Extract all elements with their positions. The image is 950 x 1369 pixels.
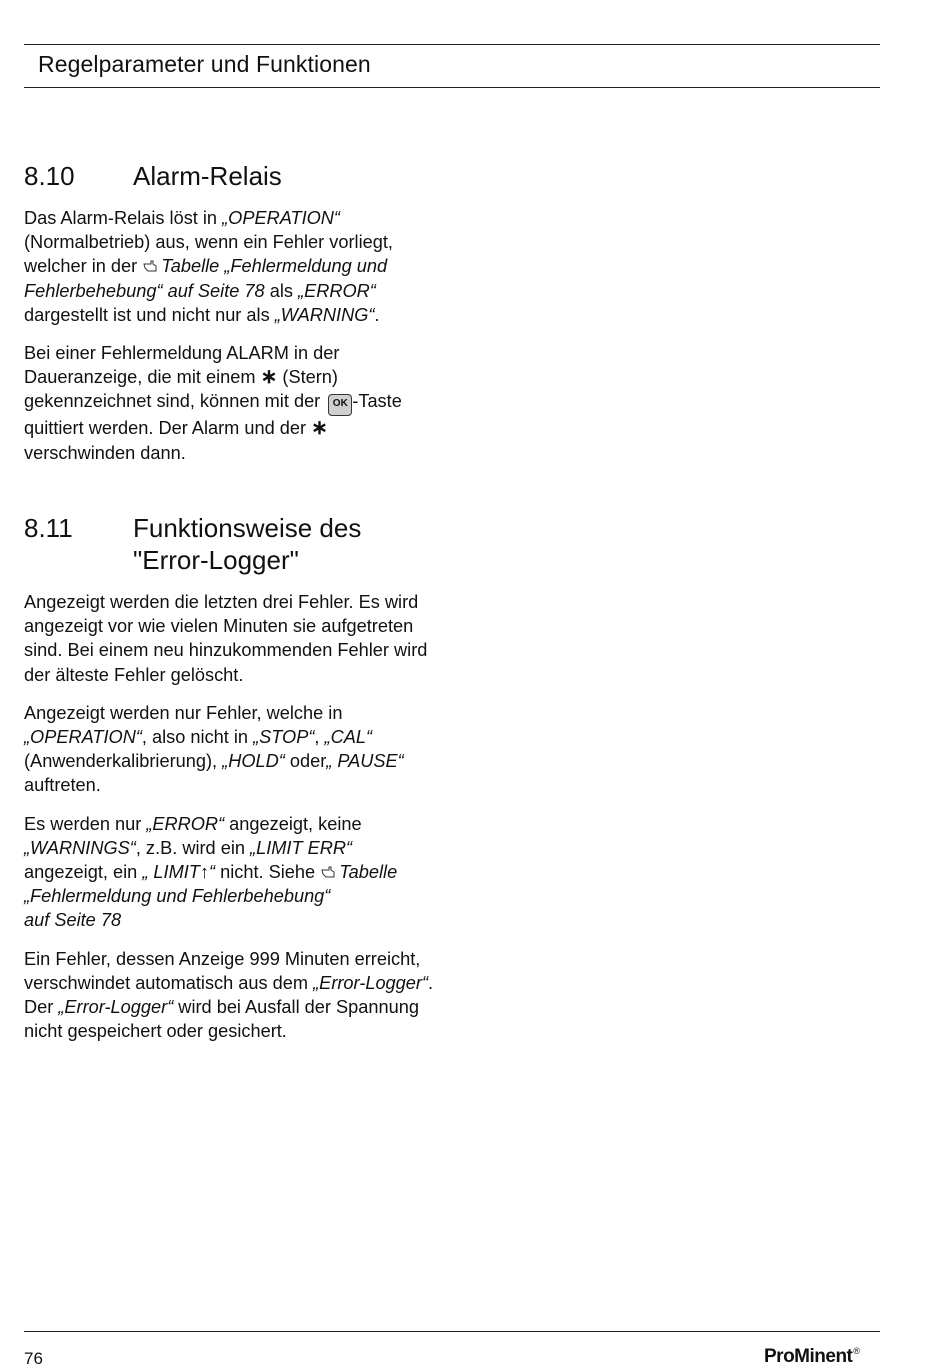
paragraph: Das Alarm-Relais löst in „OPERATION“ (Normalbetrieb) aus, wenn ein Fehler vorliegt, welcher in der Tabelle „Fehlermeldung und Fehlerbehebung“ auf Seite 78 als „ERROR“ dargestellt ist und nicht nur als „WARNING“.: [24, 208, 393, 325]
section-title: Funktionsweise des "Error-Logger": [133, 513, 362, 575]
table-reference-link[interactable]: Tabelle „Fehlermeldung und Fehlerbehebung“: [24, 862, 398, 907]
header-bottom-rule: [24, 87, 880, 88]
header-top-rule: [24, 44, 880, 45]
asterisk-icon: ∗: [260, 366, 278, 389]
section-number: 8.10: [24, 161, 75, 191]
footer-rule: [24, 1331, 880, 1332]
paragraph: Angezeigt werden nur Fehler, welche in „OPERATION“, also nicht in „STOP“, „CAL“ (Anwenderkalibrierung), „HOLD“ oder„ PAUSE“ auftreten.: [24, 702, 404, 796]
cross-reference-hand-icon: [142, 258, 158, 274]
table-reference-link[interactable]: Tabelle „Fehlermeldung und Fehlerbehebung“ auf Seite 78: [24, 256, 388, 301]
section-8-10-body: [24, 206, 436, 479]
asterisk-icon: ∗: [311, 417, 328, 440]
page-number: 76: [24, 1349, 43, 1368]
brand-logo: ProMinent®: [764, 1346, 860, 1367]
paragraph: Angezeigt werden die letzten drei Fehler. Es wird angezeigt vor wie vielen Minuten sie aufgetreten sind. Bei einem neu hinzukommenden Fehler wird der älteste Fehler gelöscht.: [24, 592, 428, 685]
ok-key-icon: OK: [328, 394, 352, 416]
section-number: 8.11: [24, 513, 73, 543]
paragraph: Es werden nur „ERROR“ angezeigt, keine „WARNINGS“, z.B. wird ein „LIMIT ERR“ angezeigt, ein „ LIMIT↑“ nicht. Siehe Tabelle „Fehlermeldung und Fehlerbehebung“ auf Seite 78: [24, 813, 398, 931]
paragraph: Ein Fehler, dessen Anzeige 999 Minuten erreicht, verschwindet automatisch aus dem „Error-Logger“. Der „Error-Logger“ wird bei Ausfall der Spannung nicht gespeichert oder gesichert.: [24, 948, 434, 1042]
page-reference-link[interactable]: auf Seite 78: [24, 910, 122, 931]
page-header-title: Regelparameter und Funktionen: [38, 51, 371, 77]
section-8-11-body: [24, 590, 436, 1057]
paragraph: Bei einer Fehlermeldung ALARM in der Daueranzeige, die mit einem ∗ (Stern) gekennzeichnet sind, können mit der OK -Taste quittiert werden. Der Alarm und der ∗ verschwinden dann.: [24, 343, 402, 463]
section-title: Alarm-Relais: [133, 161, 282, 191]
cross-reference-hand-icon: [320, 864, 336, 880]
